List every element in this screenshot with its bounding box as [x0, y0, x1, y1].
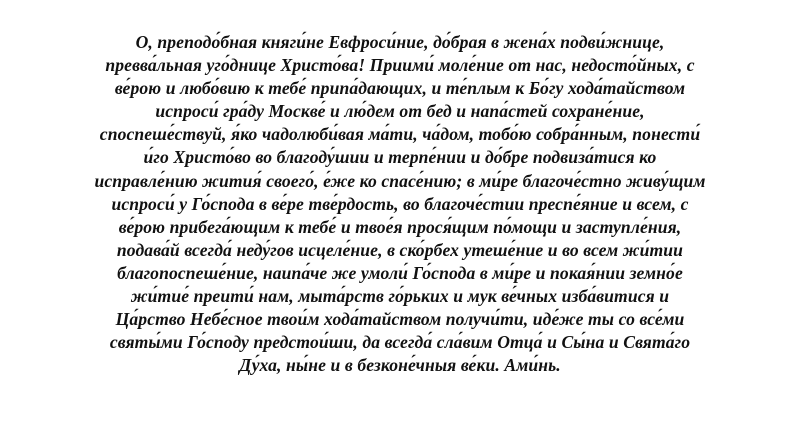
prayer-line: и́го Христо́во во благоду́шии и терпе́нии и до́бре подвиза́тися ко	[143, 147, 657, 168]
prayer-line: благопоспеше́ние, наипа́че же умоли́ Го́спода в ми́ре и покая́нии земно́е	[117, 262, 683, 283]
prayer-text	[30, 31, 770, 377]
prayer-line: святы́ми Го́споду предстои́ши, да всегда́ сла́вим Отца́ и Сы́на и Свята́го	[109, 332, 691, 353]
prayer-line: ве́рою и любо́вию к тебе́ припа́дающих, и те́плым к Бо́гу хода́тайством	[114, 78, 686, 99]
prayer-line: ве́рою прибега́ющим к тебе́ и твое́я прося́щим по́мощи и заступле́ния,	[118, 216, 682, 237]
prayer-line: превва́льная уго́днице Христо́ва! Приими́ моле́ние от нас, недосто́йных, с	[105, 55, 695, 76]
prayer-line: Ду́ха, ны́не и в безконе́чныя ве́ки. Ами́нь.	[239, 355, 561, 376]
prayer-line: споспеше́ствуй, я́ко чадолюби́вая ма́ти, ча́дом, тобо́ю собра́нным, понести́	[99, 124, 701, 145]
prayer-line: жи́тие́ преити́ нам, мыта́рств го́рьких и мук ве́чных изба́витися и	[130, 286, 670, 307]
prayer-line: испроси́ у Го́спода в ве́ре тве́рдость, во благоче́стии преспе́яние и всем, с	[111, 193, 689, 214]
prayer-line: испроси́ гра́ду Москве́ и лю́дем от бед и напа́стей сохране́ние,	[155, 101, 645, 122]
prayer-line: подава́й всегда́ неду́гов исцеле́ние, в ско́рбех утеше́ние и во всем жи́тии	[116, 239, 684, 260]
prayer-line: О, преподо́бная княги́не Евфроси́ние, до́брая в жена́х подви́жнице,	[135, 32, 665, 52]
prayer-line: Ца́рство Небе́сное твои́м хода́тайством получи́ти, иде́же ты со все́ми	[115, 309, 685, 330]
prayer-line: исправле́нию жития́ своего́, е́же ко спасе́нию; в ми́ре благоче́стно живу́щим	[94, 170, 706, 191]
